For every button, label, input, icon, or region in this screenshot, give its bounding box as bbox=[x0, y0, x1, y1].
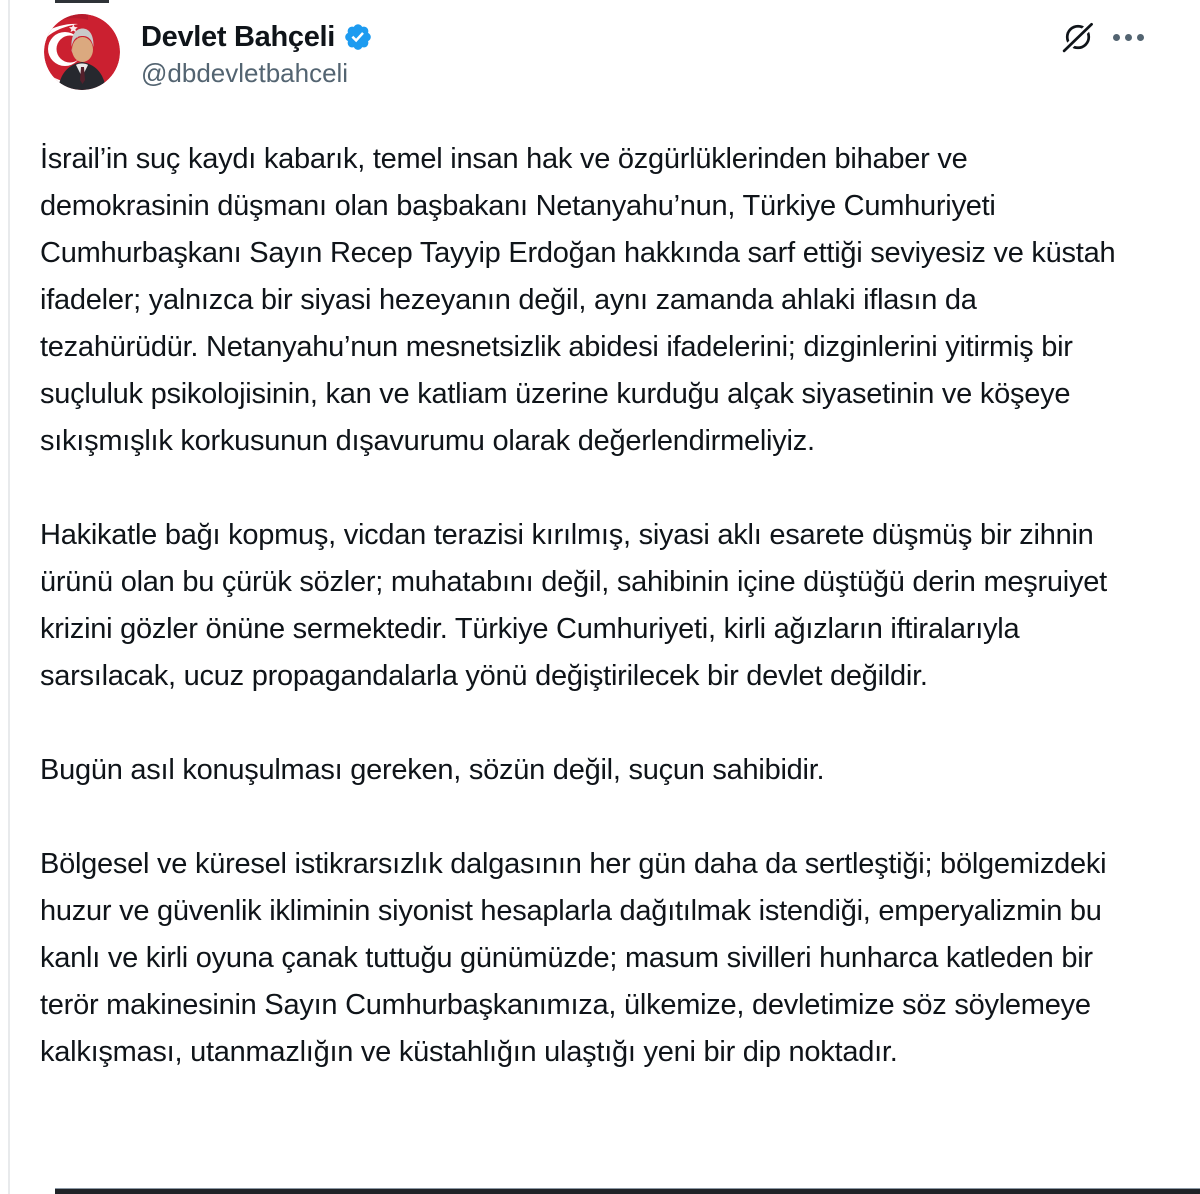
author-handle[interactable]: @dbdevletbahceli bbox=[141, 58, 349, 88]
tweet-header bbox=[0, 0, 1200, 100]
author-name[interactable]: Devlet Bahçeli bbox=[141, 21, 336, 53]
tweet-text bbox=[40, 136, 1142, 1076]
more-button[interactable] bbox=[1113, 34, 1144, 41]
avatar-image bbox=[44, 14, 120, 90]
author-name-row bbox=[141, 20, 373, 54]
grok-button[interactable] bbox=[1061, 20, 1095, 54]
more-icon bbox=[1113, 34, 1144, 41]
tweet-paragraph-4: Bölgesel ve küresel istikrarsızlık dalgasının her gün daha da sertleştiği; bölgemizdeki huzur ve güvenlik ikliminin siyonist hesaplarla dağıtılmak istendiği, emperyalizmin bu kanlı ve kirli oyuna çanak tuttuğu günümüzde; masum sivilleri hunharca katleden bir terör makinesinin Sayın Cumhurbaşkanımıza, ülkemize, devletimize söz söylemeye kalkışması, utanmazlığın ve küstahlığın ulaştığı yeni bir dip noktadır. bbox=[40, 848, 1107, 1068]
avatar[interactable] bbox=[44, 14, 120, 90]
tweet-paragraph-1: İsrail’in suç kaydı kabarık, temel insan hak ve özgürlüklerinden bihaber ve demokrasinin düşmanı olan başbakanı Netanyahu’nun, Türkiye Cumhuriyeti Cumhurbaşkanı Sayın Recep Tayyip Erdoğan hakkında sarf ettiği seviyesiz ve küstah ifadeler; yalnızca bir siyasi hezeyanın değil, aynı zamanda ahlaki iflasın da tezahürüdür. Netanyahu’nun mesnetsizlik abidesi ifadelerini; dizginlerini yitirmiş bir suçluluk psikolojisinin, kan ve katliam üzerine kurduğu alçak siyasetinin ve köşeye sıkışmışlık korkusunun dışavurumu olarak değerlendirmeliyiz. bbox=[40, 143, 1116, 457]
header-actions bbox=[1061, 20, 1144, 54]
author-block[interactable] bbox=[141, 20, 373, 90]
tweet-paragraph-2: Hakikatle bağı kopmuş, vicdan terazisi kırılmış, siyasi aklı esarete düşmüş bir zihnin ürünü olan bu çürük sözler; muhatabını değil, sahibinin içine düştüğü derin meşruiyet krizini gözler önüne sermektedir. Türkiye Cumhuriyeti, kirli ağızların iftiralarıyla sarsılacak, ucuz propagandalarla yönü değiştirilecek bir devlet değildir. bbox=[40, 519, 1107, 692]
verified-badge-icon bbox=[343, 22, 373, 52]
tweet-paragraph-3: Bugün asıl konuşulması gereken, sözün değil, suçun sahibidir. bbox=[40, 754, 825, 786]
grok-icon bbox=[1061, 20, 1095, 54]
cropped-media-edge-bottom bbox=[55, 1188, 1200, 1194]
